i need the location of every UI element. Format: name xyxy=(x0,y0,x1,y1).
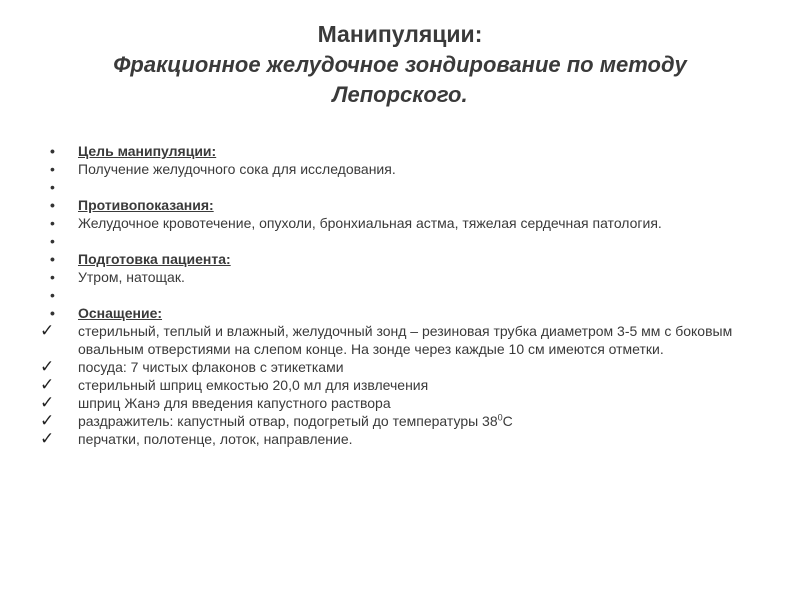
equipment-item xyxy=(30,412,750,430)
equipment-item-text: раздражитель: капустный отвар, подогретый до температуры 38 xyxy=(78,413,498,429)
page-title xyxy=(0,18,800,110)
equipment-item-text: посуда: 7 чистых флаконов с этикетками xyxy=(78,359,344,375)
list-item-contraindications-text: • Желудочное кровотечение, опухоли, бронхиальная астма, тяжелая сердечная патология. xyxy=(30,214,750,232)
equipment-item xyxy=(30,358,750,376)
checkmark-icon: ✓ xyxy=(40,357,55,376)
temperature-unit: С xyxy=(502,413,513,429)
checkmark-icon: ✓ xyxy=(40,411,55,430)
list-item-heading-goal: • Цель манипуляции: xyxy=(30,142,750,160)
equipment-item-text: шприц Жанэ для введения капустного раствора xyxy=(78,395,391,411)
checkmark-icon: ✓ xyxy=(40,375,55,394)
list-item-empty xyxy=(30,232,750,250)
list-item-heading-equipment: • Оснащение: xyxy=(30,304,750,322)
list-item-empty xyxy=(30,178,750,196)
list-item-goal-text: • Получение желудочного сока для исследования. xyxy=(30,160,750,178)
equipment-item-text: стерильный, теплый и влажный, желудочный зонд – резиновая трубка диаметром 3-5 мм с боковым овальным отверстиями на слепом конце. На зонде через каждые 10 см имеются отметки. xyxy=(78,323,733,357)
list-item-empty xyxy=(30,286,750,304)
equipment-item xyxy=(30,394,750,412)
equipment-item xyxy=(30,430,750,448)
list-item-heading-contraindications: • Противопоказания: xyxy=(30,196,750,214)
title-line-3: Лепорского. xyxy=(332,82,468,107)
list-item-preparation-text: • Утром, натощак. xyxy=(30,268,750,286)
checkmark-icon: ✓ xyxy=(40,429,55,448)
list-item-heading-preparation: • Подготовка пациента: xyxy=(30,250,750,268)
checkmark-icon: ✓ xyxy=(40,321,55,340)
degree-superscript: 0 xyxy=(497,412,503,423)
equipment-item-text: перчатки, полотенце, лоток, направление. xyxy=(78,431,353,447)
content-list xyxy=(30,142,750,448)
equipment-item xyxy=(30,376,750,394)
checkmark-icon: ✓ xyxy=(40,393,55,412)
title-line-1: Манипуляции: xyxy=(317,21,483,47)
equipment-item-text: стерильный шприц емкостью 20,0 мл для извлечения xyxy=(78,377,429,393)
title-line-2: Фракционное желудочное зондирование по методу xyxy=(113,52,687,77)
equipment-item xyxy=(30,322,750,358)
